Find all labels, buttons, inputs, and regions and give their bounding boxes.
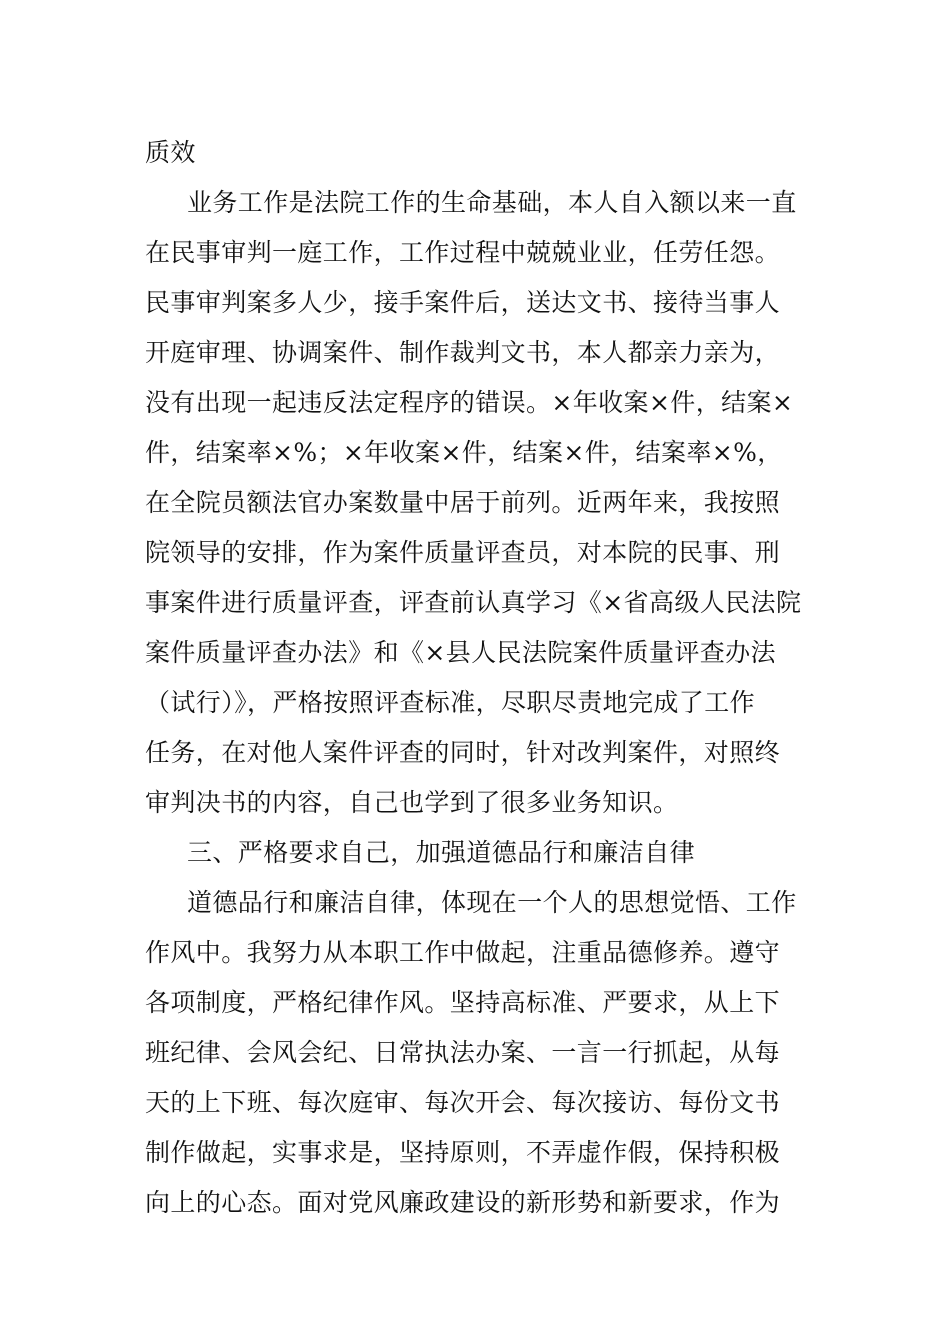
text-line: 作风中。我努力从本职工作中做起，注重品德修养。遵守 xyxy=(145,938,781,967)
text-line: 开庭审理、协调案件、制作裁判文书，本人都亲力亲为， xyxy=(145,338,781,367)
text-line: 质效 xyxy=(145,138,196,167)
text-line: 审判决书的内容，自己也学到了很多业务知识。 xyxy=(145,788,679,817)
text-line: 院领导的安排，作为案件质量评查员，对本院的民事、刑 xyxy=(145,538,781,567)
text-line: 班纪律、会风会纪、日常执法办案、一言一行抓起，从每 xyxy=(145,1038,781,1067)
text-line: 在全院员额法官办案数量中居于前列。近两年来，我按照 xyxy=(145,488,781,517)
text-line: 任务，在对他人案件评查的同时，针对改判案件，对照终 xyxy=(145,738,781,767)
text-line: 民事审判案多人少，接手案件后，送达文书、接待当事人 xyxy=(145,288,781,317)
text-line: 道德品行和廉洁自律，体现在一个人的思想觉悟、工作 xyxy=(187,888,797,917)
text-line: 向上的心态。面对党风廉政建设的新形势和新要求，作为 xyxy=(145,1188,781,1217)
text-line: 在民事审判一庭工作，工作过程中兢兢业业，任劳任怨。 xyxy=(145,238,781,267)
text-line: 天的上下班、每次庭审、每次开会、每次接访、每份文书 xyxy=(145,1088,781,1117)
text-line: 各项制度，严格纪律作风。坚持高标准、严要求，从上下 xyxy=(145,988,781,1017)
text-line: 案件质量评查办法》和《×县人民法院案件质量评查办法 xyxy=(145,638,776,667)
text-line: （试行）》，严格按照评查标准，尽职尽责地完成了工作 xyxy=(145,688,756,717)
text-line: 没有出现一起违反法定程序的错误。×年收案×件，结案× xyxy=(145,388,794,417)
text-line: 制作做起，实事求是，坚持原则，不弄虚作假，保持积极 xyxy=(145,1138,781,1167)
text-line: 件，结案率×%；×年收案×件，结案×件，结案率×%， xyxy=(145,438,783,467)
text-line: 业务工作是法院工作的生命基础，本人自入额以来一直 xyxy=(187,188,797,217)
section-heading: 三、严格要求自己，加强道德品行和廉洁自律 xyxy=(187,838,696,867)
text-line: 事案件进行质量评查，评查前认真学习《×省高级人民法院 xyxy=(145,588,802,617)
document-body xyxy=(145,128,810,1228)
